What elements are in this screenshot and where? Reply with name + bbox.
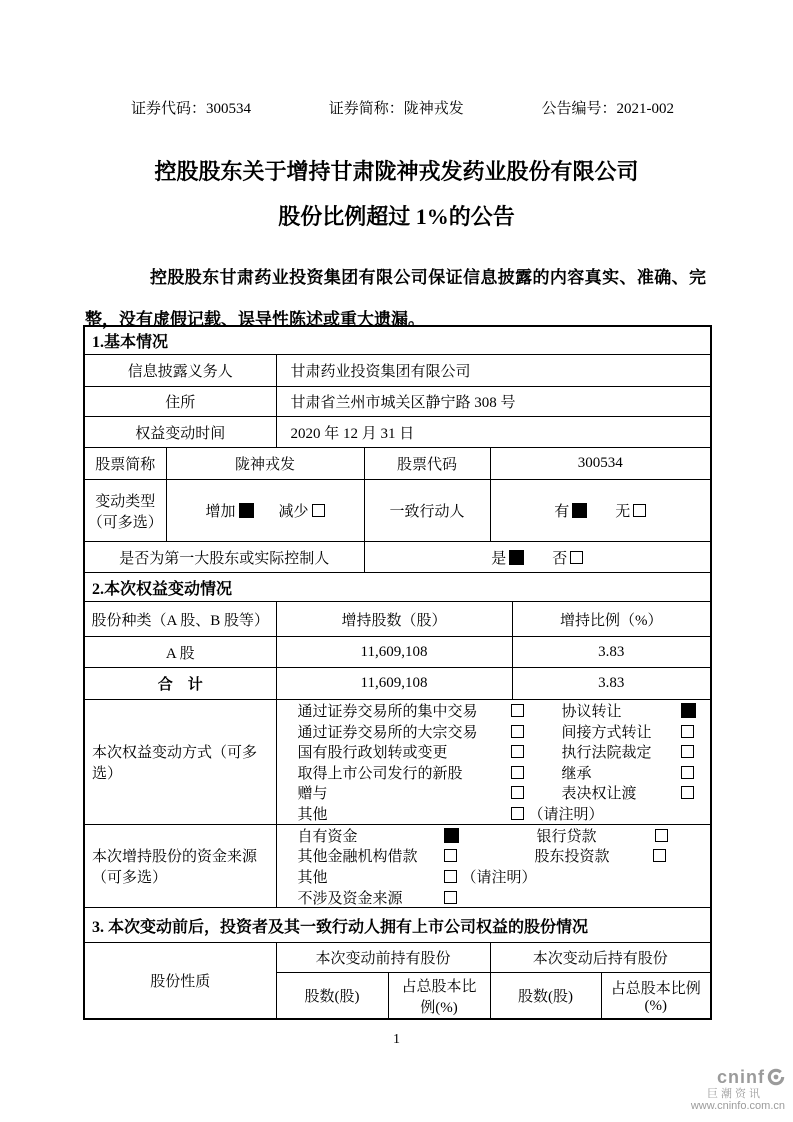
- cninfo-logo: [615, 1067, 785, 1113]
- disclosure-table: [83, 325, 712, 1020]
- method-line: 取得上市公司发行的新股 继承: [277, 762, 711, 783]
- fund-line: 其他金融机构借款 股东投资款: [277, 846, 711, 867]
- checkbox: [239, 503, 254, 518]
- before-change-header: 本次变动前持有股份: [276, 943, 490, 973]
- checkbox: [444, 891, 457, 904]
- option-yes: 有: [554, 504, 587, 520]
- checkbox: [312, 504, 325, 517]
- security-code: 证券代码：300534: [131, 101, 252, 117]
- discloser-label: 信息披露义务人: [84, 355, 276, 387]
- fund-source-options: [276, 825, 711, 908]
- checkbox: [444, 828, 459, 843]
- change-type-label: 变动类型（可多选）: [84, 480, 166, 542]
- change-date-label: 权益变动时间: [84, 417, 276, 448]
- change-method-options: [276, 700, 711, 825]
- checkbox: [572, 503, 587, 518]
- ratio-before-header: 占总股本比例(%): [388, 973, 490, 1020]
- disclosure-statement: 控股股东甘肃药业投资集团有限公司保证信息披露的内容真实、准确、完整，没有虚假记载、误导性陈述或重大遗漏。: [85, 268, 706, 329]
- share-type-cell: A 股: [84, 637, 276, 668]
- checkbox: [681, 725, 694, 738]
- checkbox: [511, 807, 524, 820]
- stock-name-value: 陇神戎发: [166, 448, 364, 480]
- checkbox: [570, 551, 583, 564]
- checkbox: [509, 550, 524, 565]
- option-no: 无: [615, 504, 646, 520]
- acting-in-concert-label: 一致行动人: [364, 480, 490, 542]
- change-date-value: 2020 年 12 月 31 日: [276, 417, 711, 448]
- stock-name-label: 股票简称: [84, 448, 166, 480]
- cninfo-chinese-name: 巨潮资讯: [707, 1087, 763, 1100]
- address-value: 甘肃省兰州市城关区静宁路 308 号: [276, 387, 711, 417]
- shares-after-header: 股数(股): [490, 973, 601, 1020]
- checkbox: [511, 725, 524, 738]
- checkbox: [653, 849, 666, 862]
- discloser-value: 甘肃药业投资集团有限公司: [276, 355, 711, 387]
- stock-code-value: 300534: [490, 448, 711, 480]
- checkbox: [655, 829, 668, 842]
- doc-meta-header: [131, 97, 674, 118]
- security-name: 证券简称：陇神戎发: [328, 101, 464, 117]
- announcement-number: 公告编号：2021-002: [541, 101, 674, 117]
- section2-title: 2.本次权益变动情况: [84, 573, 711, 602]
- share-table-header-row: [84, 602, 711, 637]
- method-line: 通过证券交易所的集中交易 协议转让: [277, 700, 711, 721]
- largest-shareholder-options: [364, 542, 711, 573]
- table-row: [84, 387, 711, 417]
- share-type-total-cell: 合 计: [84, 668, 276, 700]
- checkbox: [444, 849, 457, 862]
- ratio-total-cell: 3.83: [512, 668, 711, 700]
- checkbox: [511, 766, 524, 779]
- change-method-label: 本次权益变动方式（可多选）: [84, 700, 276, 825]
- stock-code-label: 股票代码: [364, 448, 490, 480]
- table-row: [84, 448, 711, 480]
- method-line: 其他 （请注明）: [277, 803, 711, 824]
- option-increase: 增加: [205, 504, 253, 520]
- shares-cell: 11,609,108: [276, 637, 512, 668]
- checkbox: [681, 786, 694, 799]
- fund-source-label: 本次增持股份的资金来源（可多选）: [84, 825, 276, 908]
- checkbox: [444, 870, 457, 883]
- cninfo-logo-wordmark: [615, 1067, 785, 1088]
- cninfo-logo-icon: [767, 1068, 785, 1086]
- section1-title-row: [84, 326, 711, 355]
- option-no: 否: [552, 551, 583, 567]
- cninfo-brand-text: cninf: [717, 1067, 765, 1087]
- table-row: [84, 417, 711, 448]
- fund-line: 不涉及资金来源: [277, 887, 711, 908]
- page-number: 1: [393, 1032, 400, 1047]
- shares-total-cell: 11,609,108: [276, 668, 512, 700]
- col-header-ratio-added: 增持比例（%）: [512, 602, 711, 637]
- method-line: 赠与 表决权让渡: [277, 783, 711, 804]
- option-yes: 是: [491, 551, 524, 567]
- option-decrease: 减少: [279, 504, 325, 520]
- page-title-line1: 控股股东关于增持甘肃陇神戎发药业股份有限公司: [154, 159, 639, 184]
- ratio-after-header: 占总股本比例(%): [601, 973, 711, 1020]
- table-row: [84, 668, 711, 700]
- please-specify-note: （请注明）: [528, 806, 604, 823]
- share-nature-header: 股份性质: [84, 943, 276, 1020]
- checkbox: [681, 703, 696, 718]
- after-change-header: 本次变动后持有股份: [490, 943, 711, 973]
- ratio-cell: 3.83: [512, 637, 711, 668]
- table-row: [84, 637, 711, 668]
- shares-before-header: 股数(股): [276, 973, 388, 1020]
- page-title-line2: 股份比例超过 1%的公告: [278, 204, 515, 229]
- table-row: [84, 355, 711, 387]
- method-line: 国有股行政划转或变更 执行法院裁定: [277, 741, 711, 762]
- section3-title-row: [84, 908, 711, 943]
- table-row: [84, 542, 711, 573]
- col-header-share-type: 股份种类（A 股、B 股等）: [84, 602, 276, 637]
- fund-line: 其他 （请注明）: [277, 866, 711, 887]
- section2-title-row: [84, 573, 711, 602]
- checkbox: [511, 745, 524, 758]
- section3-title: 3. 本次变动前后，投资者及其一致行动人拥有上市公司权益的股份情况: [84, 908, 711, 943]
- please-specify-note: （请注明）: [461, 869, 537, 886]
- announcement-table: [83, 325, 712, 1020]
- fund-line: 自有资金 银行贷款: [277, 825, 711, 846]
- largest-shareholder-label: 是否为第一大股东或实际控制人: [84, 542, 364, 573]
- address-label: 住所: [84, 387, 276, 417]
- checkbox: [511, 786, 524, 799]
- change-method-row: [84, 700, 711, 825]
- col-header-shares-added: 增持股数（股）: [276, 602, 512, 637]
- acting-in-concert-options: [490, 480, 711, 542]
- checkbox: [633, 504, 646, 517]
- method-line: 通过证券交易所的大宗交易 间接方式转让: [277, 721, 711, 742]
- holdings-header-row-top: [84, 943, 711, 973]
- checkbox: [681, 745, 694, 758]
- change-type-options: [166, 480, 364, 542]
- fund-source-row: [84, 825, 711, 908]
- checkbox: [511, 704, 524, 717]
- page-title: [0, 149, 793, 239]
- table-row: [84, 480, 711, 542]
- section1-title: 1.基本情况: [84, 326, 711, 355]
- checkbox: [681, 766, 694, 779]
- cninfo-url: www.cninfo.com.cn: [690, 1100, 785, 1113]
